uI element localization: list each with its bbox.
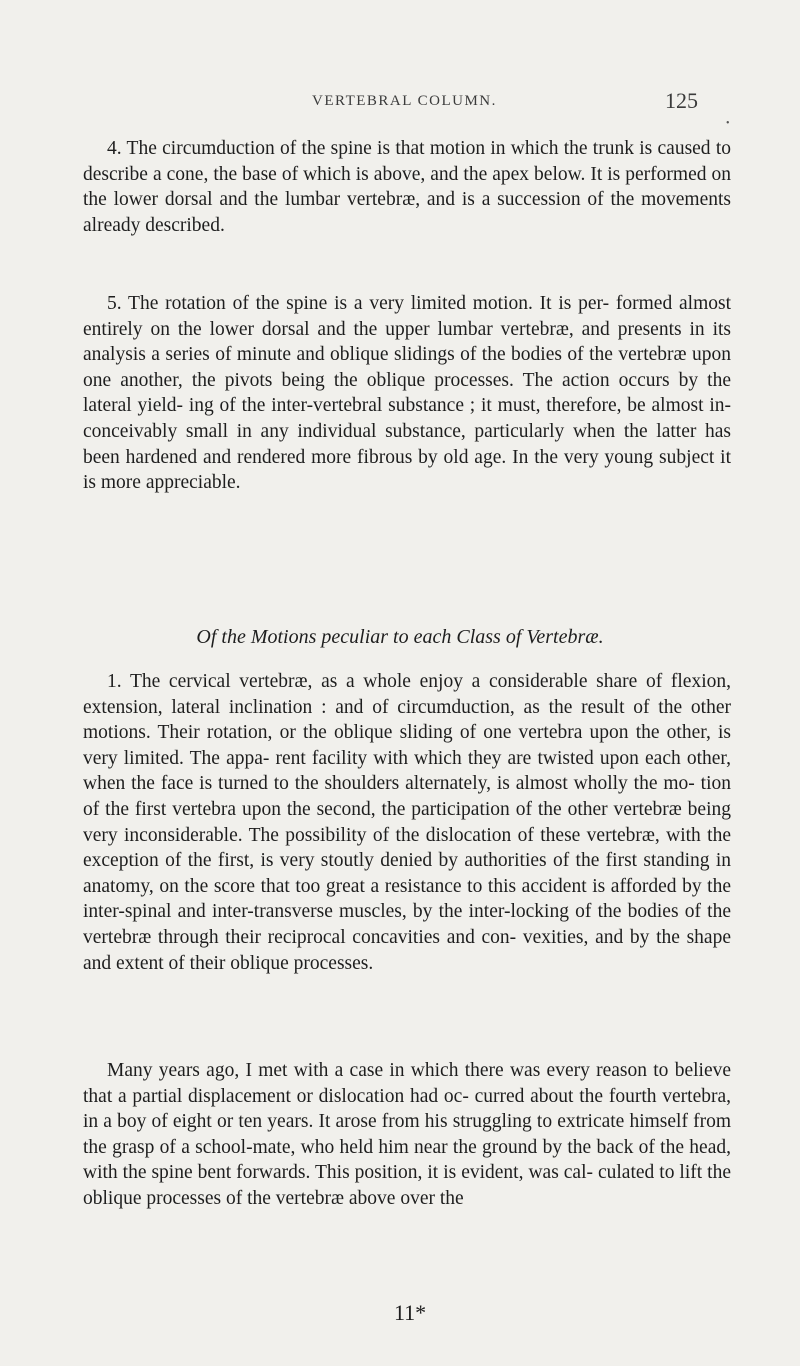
corner-mark: • — [726, 118, 730, 129]
paragraph-case-report: Many years ago, I met with a case in which there was every reason to believe that a partial displacement or dislocation had oc- curred about the fourth vertebra, in a boy of eight or ten years. It arose from his struggling to extricate himself from the grasp of a school-mate, who held him near the ground by the back of the head, with the spine bent forwards. This position, it is evident, was cal- culated to lift the oblique processes of the vertebræ above over the — [83, 1060, 731, 1209]
paragraph-cervical-vertebrae: 1. The cervical vertebræ, as a whole enjoy a considerable share of flexion, extension, lateral inclination : and of circumduction, as the result of the other motions. Their rotation, or the oblique sliding of one vertebra upon the other, is very limited. The appa- rent facility with which they are twisted upon each other, when the face is turned to the shoulders alternately, is almost wholly the mo- tion of the first vertebra upon the second, the participation of the other vertebræ being very inconsiderable. The possibility of the dislocation of these vertebræ, with the exception of the first, is very stoutly denied by authorities of the first standing in anatomy, on the score that too great a resistance to this accident is afforded by the inter-spinal and inter-transverse muscles, by the inter-locking of the bodies of the vertebræ through their reciprocal concavities and con- vexities, and by the shape and extent of their oblique processes. — [83, 671, 731, 974]
paragraph-circumduction: 4. The circumduction of the spine is that motion in which the trunk is caused to describe a cone, the base of which is above, and the apex below. It is performed on the lower dorsal and the lumbar vertebræ, and is a succession of the movements already described. — [83, 138, 731, 236]
section-heading: Of the Motions peculiar to each Class of Vertebræ. — [196, 626, 604, 648]
signature-mark: 11* — [394, 1300, 427, 1325]
page-number: 125 — [665, 88, 698, 113]
paragraph-rotation: 5. The rotation of the spine is a very limited motion. It is per- formed almost entirely on the lower dorsal and the upper lumbar vertebræ, and presents in its analysis a series of minute and oblique slidings of the bodies of the vertebræ upon one another, the pivots being the oblique processes. The action occurs by the lateral yield- ing of the inter-vertebral substance ; it must, therefore, be almost in- conceivably small in any individual substance, particularly when the latter has been hardened and rendered more fibrous by old age. In the very young subject it is more appreciable. — [83, 293, 731, 494]
running-head: VERTEBRAL COLUMN. — [312, 93, 497, 109]
